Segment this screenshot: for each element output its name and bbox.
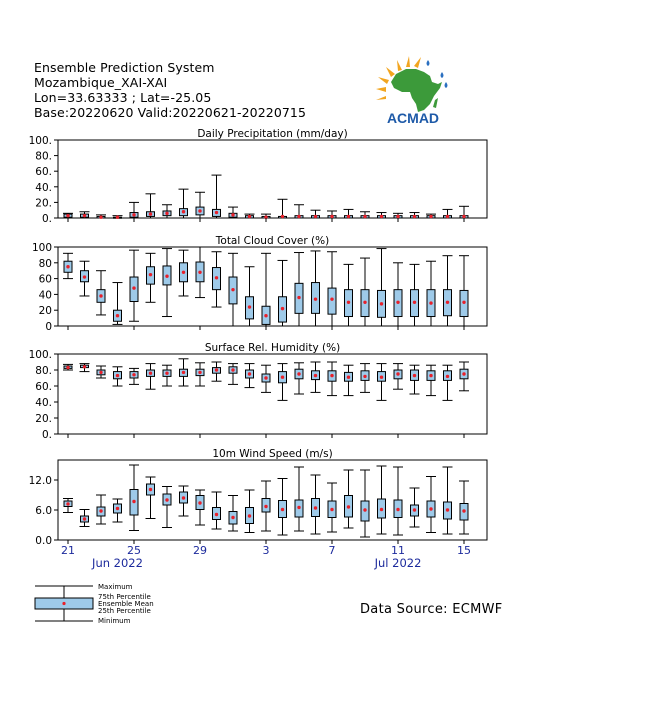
mean-marker-2-17 <box>347 376 350 379</box>
mean-marker-1-18 <box>363 301 366 304</box>
mean-marker-1-22 <box>429 301 432 304</box>
mean-marker-1-2 <box>99 294 102 297</box>
y-tick-label-0-0: 0. <box>41 213 52 225</box>
mean-marker-0-1 <box>83 214 86 217</box>
mean-marker-3-3 <box>116 507 119 510</box>
mean-marker-3-0 <box>66 502 69 505</box>
legend-graphic <box>33 584 95 624</box>
data-source: Data Source: ECMWF <box>360 602 503 617</box>
header-line-2: Mozambique_XAI-XAI <box>34 75 168 90</box>
mean-marker-3-14 <box>297 506 300 509</box>
mean-marker-1-9 <box>215 276 218 279</box>
plot-title-0: Daily Precipitation (mm/day) <box>197 128 348 140</box>
mean-marker-2-20 <box>396 372 399 375</box>
mean-marker-0-3 <box>116 216 119 219</box>
mean-marker-2-21 <box>413 374 416 377</box>
y-tick-label-0-2: 40. <box>35 181 52 194</box>
mean-marker-2-3 <box>116 374 119 377</box>
mean-marker-2-12 <box>264 376 267 379</box>
mean-marker-2-22 <box>429 374 432 377</box>
mean-marker-3-7 <box>182 496 185 499</box>
mean-marker-0-13 <box>281 215 284 218</box>
x-tick-label-2: 29 <box>193 544 207 557</box>
mean-marker-1-23 <box>446 301 449 304</box>
mean-marker-0-18 <box>363 215 366 218</box>
mean-marker-0-16 <box>330 215 333 218</box>
mean-marker-1-14 <box>297 296 300 299</box>
mean-marker-3-11 <box>248 514 251 517</box>
y-tick-label-2-5: 100. <box>28 349 52 361</box>
legend-p75: 75th Percentile <box>98 593 151 601</box>
y-tick-label-0-5: 100. <box>28 135 52 147</box>
y-tick-label-1-5: 100 <box>31 242 52 254</box>
y-tick-label-0-1: 20. <box>35 197 52 210</box>
mean-marker-2-23 <box>446 375 449 378</box>
plot-frame-0 <box>58 140 487 218</box>
x-tick-label-0: 21 <box>61 544 75 557</box>
mean-marker-3-17 <box>347 505 350 508</box>
mean-marker-1-11 <box>248 305 251 308</box>
mean-marker-3-5 <box>149 488 152 491</box>
mean-marker-3-1 <box>83 517 86 520</box>
x-tick-label-3: 3 <box>262 544 270 557</box>
mean-marker-2-13 <box>281 376 284 379</box>
mean-marker-2-0 <box>66 366 69 369</box>
mean-marker-1-13 <box>281 307 284 310</box>
mean-marker-1-15 <box>314 297 317 300</box>
mean-marker-3-6 <box>165 498 168 501</box>
y-tick-label-2-3: 60. <box>35 381 52 393</box>
mean-marker-3-24 <box>462 509 465 512</box>
y-tick-label-2-4: 80. <box>35 365 52 377</box>
mean-marker-0-20 <box>396 215 399 218</box>
mean-marker-2-2 <box>99 371 102 374</box>
header-line-1: Ensemble Prediction System <box>34 60 215 75</box>
header-line-4: Base:20220620 Valid:20220621-20220715 <box>34 105 307 120</box>
mean-marker-3-18 <box>363 508 366 511</box>
plot-frame-3 <box>58 460 487 540</box>
mean-marker-2-16 <box>330 374 333 377</box>
plot-title-1: Total Cloud Cover (%) <box>215 235 330 247</box>
mean-marker-3-10 <box>231 516 234 519</box>
y-tick-label-0-3: 60. <box>35 166 52 179</box>
mean-marker-2-4 <box>132 373 135 376</box>
mean-marker-0-17 <box>347 215 350 218</box>
mean-marker-2-9 <box>215 368 218 371</box>
y-tick-label-2-0: 0. <box>41 429 52 441</box>
logo-text: ACMAD <box>386 110 440 126</box>
mean-marker-0-24 <box>462 215 465 218</box>
plot-frame-2 <box>58 354 487 434</box>
header-line-3: Lon=33.63333 ; Lat=-25.05 <box>34 90 212 105</box>
y-tick-label-1-2: 40 <box>38 289 52 302</box>
y-tick-label-1-4: 80 <box>38 257 52 270</box>
mean-marker-1-6 <box>165 275 168 278</box>
legend-maximum: Maximum <box>98 583 133 591</box>
mean-marker-2-19 <box>380 376 383 379</box>
mean-marker-2-24 <box>462 372 465 375</box>
mean-marker-1-4 <box>132 286 135 289</box>
mean-marker-0-0 <box>66 214 69 217</box>
mean-marker-2-7 <box>182 371 185 374</box>
mean-marker-0-7 <box>182 210 185 213</box>
legend-mean: Ensemble Mean <box>98 600 154 608</box>
mean-marker-2-8 <box>198 371 201 374</box>
month-label-1: Jul 2022 <box>374 556 422 570</box>
mean-marker-0-14 <box>297 215 300 218</box>
mean-marker-0-8 <box>198 209 201 212</box>
mean-marker-0-21 <box>413 215 416 218</box>
mean-marker-0-15 <box>314 215 317 218</box>
plot-title-3: 10m Wind Speed (m/s) <box>212 448 333 460</box>
mean-marker-3-22 <box>429 507 432 510</box>
mean-marker-0-9 <box>215 211 218 214</box>
mean-marker-0-6 <box>165 212 168 215</box>
y-tick-label-1-3: 60 <box>38 273 52 286</box>
mean-marker-1-19 <box>380 302 383 305</box>
x-tick-label-5: 11 <box>391 544 405 557</box>
mean-marker-1-7 <box>182 271 185 274</box>
y-tick-label-0-4: 80. <box>35 150 52 163</box>
mean-marker-3-19 <box>380 508 383 511</box>
plot-title-2: Surface Rel. Humidity (%) <box>204 342 341 354</box>
mean-marker-3-9 <box>215 513 218 516</box>
mean-marker-2-6 <box>165 372 168 375</box>
x-tick-label-4: 7 <box>328 544 336 557</box>
mean-marker-1-20 <box>396 301 399 304</box>
mean-marker-1-0 <box>66 265 69 268</box>
mean-marker-0-11 <box>248 215 251 218</box>
plot-frame-1 <box>58 247 487 326</box>
mean-marker-1-12 <box>264 314 267 317</box>
mean-marker-2-5 <box>149 372 152 375</box>
mean-marker-3-12 <box>264 505 267 508</box>
mean-marker-1-1 <box>83 275 86 278</box>
mean-marker-1-17 <box>347 301 350 304</box>
mean-marker-0-19 <box>380 215 383 218</box>
mean-marker-3-2 <box>99 509 102 512</box>
mean-marker-3-8 <box>198 501 201 504</box>
mean-marker-2-14 <box>297 372 300 375</box>
mean-marker-3-15 <box>314 506 317 509</box>
legend-mean-marker <box>62 602 65 605</box>
mean-marker-3-20 <box>396 508 399 511</box>
mean-marker-1-3 <box>116 314 119 317</box>
legend-minimum: Minimum <box>98 617 131 625</box>
mean-marker-1-16 <box>330 297 333 300</box>
mean-marker-2-18 <box>363 375 366 378</box>
mean-marker-0-23 <box>446 215 449 218</box>
box-1-16 <box>328 288 336 314</box>
mean-marker-2-1 <box>83 365 86 368</box>
y-tick-label-3-0: 0.0 <box>35 535 52 547</box>
mean-marker-1-10 <box>231 288 234 291</box>
y-tick-label-2-1: 20. <box>35 413 52 425</box>
mean-marker-3-21 <box>413 508 416 511</box>
y-tick-label-1-1: 20 <box>38 305 52 318</box>
x-tick-label-6: 15 <box>457 544 471 557</box>
mean-marker-0-2 <box>99 216 102 219</box>
mean-marker-1-21 <box>413 301 416 304</box>
mean-marker-1-24 <box>462 301 465 304</box>
month-label-0: Jun 2022 <box>92 556 143 570</box>
mean-marker-0-5 <box>149 212 152 215</box>
mean-marker-3-13 <box>281 508 284 511</box>
mean-marker-0-10 <box>231 213 234 216</box>
y-tick-label-1-0: 0 <box>45 321 52 333</box>
mean-marker-2-15 <box>314 374 317 377</box>
mean-marker-3-16 <box>330 508 333 511</box>
mean-marker-1-5 <box>149 273 152 276</box>
y-tick-label-2-2: 40. <box>35 397 52 409</box>
mean-marker-3-4 <box>132 500 135 503</box>
mean-marker-2-10 <box>231 368 234 371</box>
y-tick-label-3-1: 6.0 <box>35 505 52 517</box>
mean-marker-1-8 <box>198 271 201 274</box>
mean-marker-2-11 <box>248 372 251 375</box>
y-tick-label-3-2: 12.0 <box>28 475 52 487</box>
x-tick-label-1: 25 <box>127 544 141 557</box>
mean-marker-3-23 <box>446 508 449 511</box>
mean-marker-0-4 <box>132 213 135 216</box>
mean-marker-0-22 <box>429 215 432 218</box>
legend-p25: 25th Percentile <box>98 607 151 615</box>
